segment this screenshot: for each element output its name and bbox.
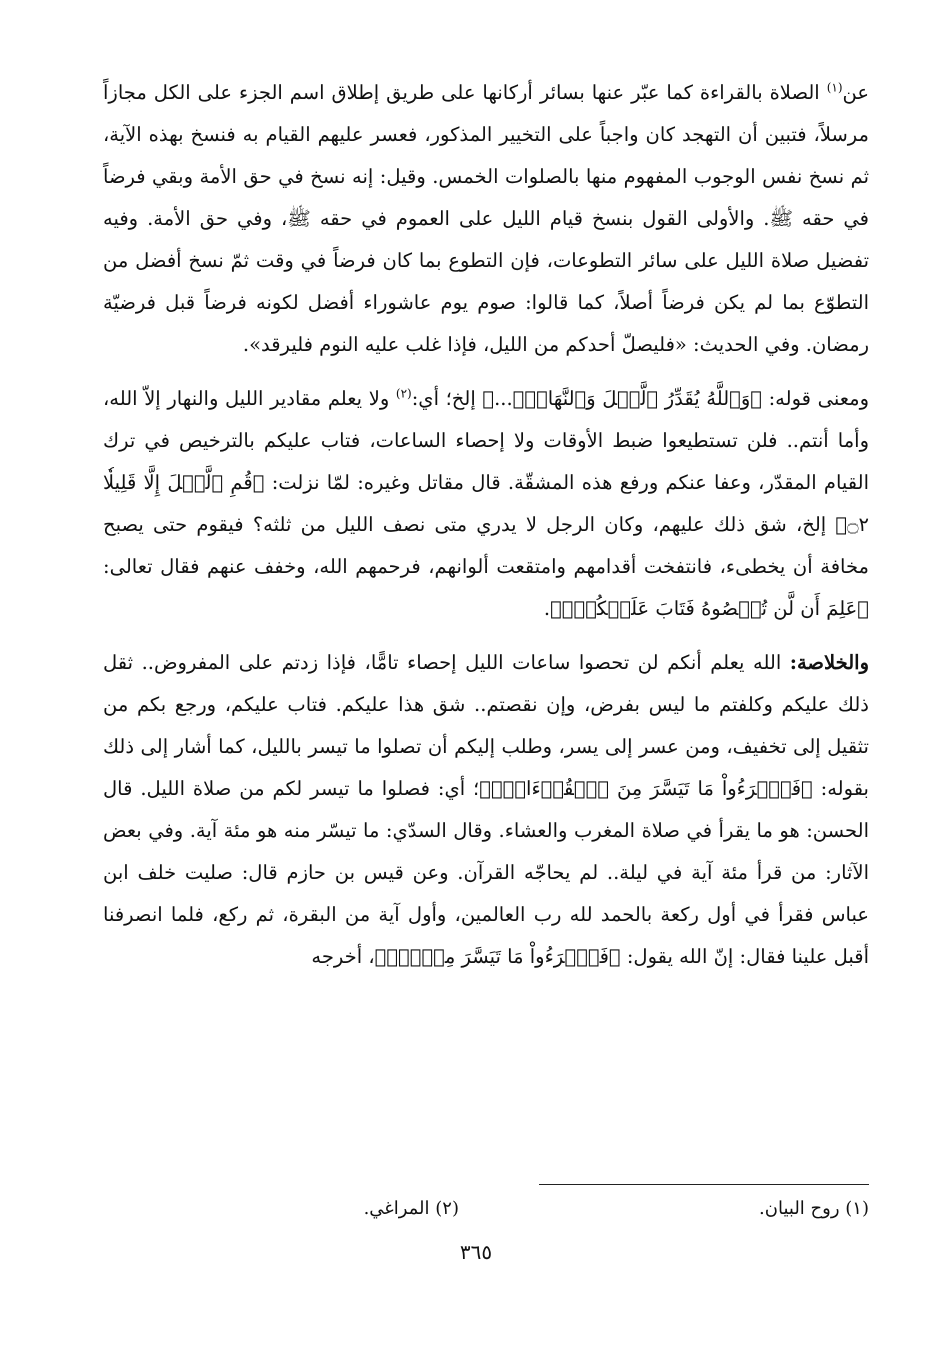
footnote-divider [539,1184,869,1185]
paragraph-1-prefix: عن [842,81,869,104]
page-number: ٣٦٥ [459,1240,493,1264]
paragraph-2-prefix: ومعنى قوله: ﴿وَٱللَّهُ يُقَدِّرُ ٱلَّيۡلَ وَٱلنَّهَارَۚ...﴾ إلخ؛ أي: [411,387,869,410]
paragraph-2-text: ولا يعلم مقادير الليل والنهار إلاّ الله، وأما أنتم.. فلن تستطيعوا ضبط الأوقات ولا إحصاء الساعات، فتاب عليكم بالترخيص في ترك القيام المقدّر، وعفا عنكم ورفع هذه المشقّة. قال مقاتل وغيره: لمّا نزلت: ﴿قُمِ ٱلَّيۡلَ إِلَّا قَلِيلٗا ۝٢﴾ إلخ، شق ذلك عليهم، وكان الرجل لا يدري متى نصف الليل من ثلثه؟ فيقوم حتى يصبح مخافة أن يخطىء، فانتفخت أقدامهم وامتقعت ألوانهم، فرحمهم الله، وخفف عنهم فقال تعالى: ﴿عَلِمَ أَن لَّن تُحۡصُوهُ فَتَابَ عَلَيۡكُمۡۖ﴾. [103,387,869,620]
footnote-2 [364,1196,459,1222]
page-body [103,72,869,978]
paragraph-3-text: الله يعلم أنكم لن تحصوا ساعات الليل إحصاء تامًّا، فإذا زدتم على المفروض.. ثقل ذلك عليكم وكلفتم ما ليس بفرض، وإن نقصتم.. شق هذا عليكم. فتاب عليكم، ورجع بكم من تثقيل إلى تخفيف، ومن عسر إلى يسر، وطلب إليكم أن تصلوا ما تيسر بالليل، كما أشار إلى ذلك بقوله: ﴿فَٱقۡرَءُواْ مَا تَيَسَّرَ مِنَ ٱلۡقُرۡءَانِۚ﴾؛ أي: فصلوا ما تيسر لكم من صلاة الليل. قال الحسن: هو ما يقرأ في صلاة المغرب والعشاء. وقال السدّي: ما تيسّر منه هو مئة آية. وفي بعض الآثار: من قرأ مئة آية في ليلة.. لم يحاجّه القرآن. وعن قيس بن حازم قال: صليت خلف ابن عباس فقرأ في أول ركعة بالحمد لله رب العالمين، وأول آية من البقرة، ثم ركع، فلما انصرفنا أقبل علينا فقال: إنّ الله يقول: ﴿فَٱقۡرَءُواْ مَا تَيَسَّرَ مِنۡهُۚ﴾، أخرجه [103,651,869,968]
paragraph-2 [103,378,869,630]
footnote-2-number: (٢) [435,1198,459,1219]
summary-heading: والخلاصة: [789,651,869,674]
paragraph-1 [103,72,869,366]
footnote-1 [759,1196,869,1222]
footnote-ref-1: (١) [826,80,843,95]
footnote-ref-2: (٢) [395,386,412,401]
footnote-1-number: (١) [845,1198,869,1219]
paragraph-3 [103,642,869,978]
paragraph-1-text: الصلاة بالقراءة كما عبّر عنها بسائر أركانها على طريق إطلاق اسم الجزء على الكل مجازاً مرسلاً، فتبين أن التهجد كان واجباً على التخيير المذكور، فعسر عليهم القيام به فنسخ بهذه الآية، ثم نسخ نفس الوجوب المفهوم منها بالصلوات الخمس. وقيل: إنه نسخ في حق الأمة وبقي فرضاً في حقه ﷺ. والأولى القول بنسخ قيام الليل على العموم في حقه ﷺ، وفي حق الأمة. وفيه تفضيل صلاة الليل على سائر التطوعات، فإن التطوع بما كان فرضاً في وقت ثمّ نسخ أفضل من التطوّع بما لم يكن فرضاً أصلاً، كما قالوا: صوم يوم عاشوراء أفضل لكونه فرضاً قبل فرضيّة رمضان. وفي الحديث: «فليصلّ أحدكم من الليل، فإذا غلب عليه النوم فليرقد». [103,81,869,356]
footnote-2-text: المراغي. [363,1198,430,1219]
footnote-1-text: روح البيان. [759,1198,840,1219]
